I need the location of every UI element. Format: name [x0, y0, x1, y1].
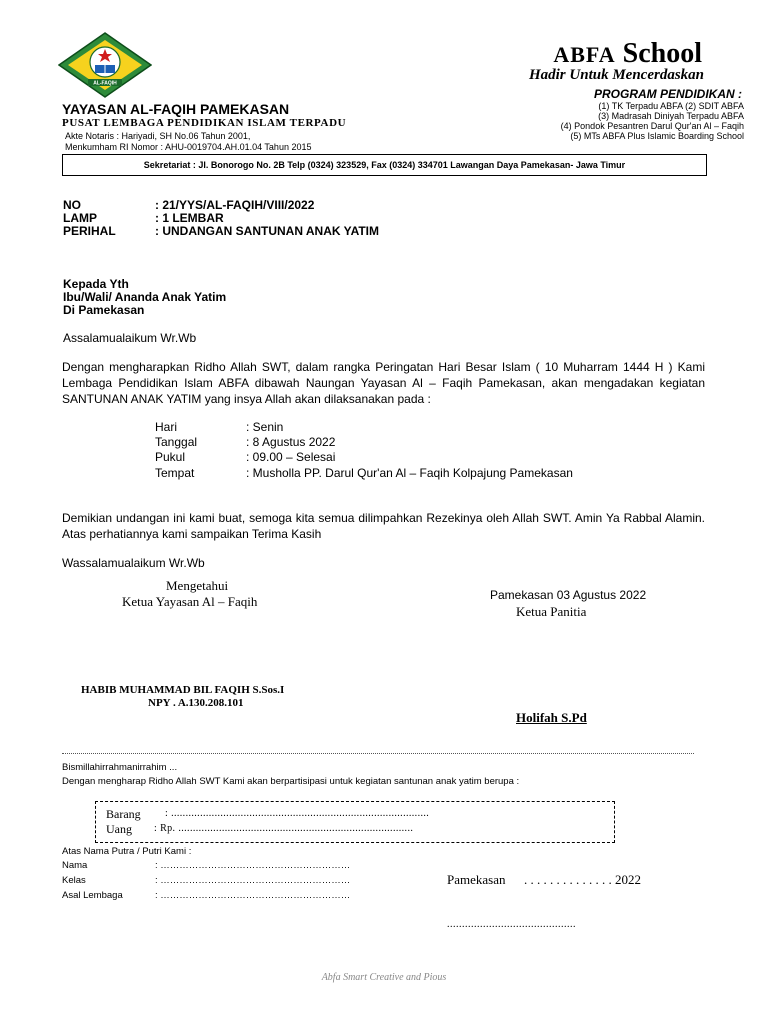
slip-date-field[interactable]: . . . . . . . . . . . . . . 2022: [524, 872, 641, 887]
notary-info: Akte Notaris : Hariyadi, SH No.06 Tahun 2001,: [65, 131, 251, 141]
atas-nama-label: Atas Nama Putra / Putri Kami :: [62, 846, 192, 857]
asal-lembaga-field[interactable]: : ……………………………………………………: [155, 890, 351, 901]
place-date: Pamekasan 03 Agustus 2022: [490, 588, 647, 602]
no-value: : 21/YYS/AL-FAQIH/VIII/2022: [155, 198, 315, 212]
lamp-label: LAMP: [63, 211, 97, 225]
secretariat-box: [62, 154, 707, 176]
nama-label: Nama: [62, 860, 88, 871]
paragraph-closing: Demikian undangan ini kami buat, semoga kita semua dilimpahkan Rezekinya oleh Allah SWT. Amin Ya Rabbal Alamin. Atas perhatiannya kami sampaikan Terima Kasih: [62, 511, 705, 541]
uang-label: Uang: [106, 822, 132, 836]
recipient-line: Ibu/Wali/ Ananda Anak Yatim: [63, 290, 227, 304]
signer-right-name: Holifah S.Pd: [516, 710, 587, 725]
asal-lembaga-label: Asal Lembaga: [62, 890, 123, 901]
org-subtitle: PUSAT LEMBAGA PENDIDIKAN ISLAM TERPADU: [62, 117, 347, 129]
closing-greeting: Wassalamualaikum Wr.Wb: [62, 556, 205, 570]
org-name: YAYASAN AL-FAQIH PAMEKASAN: [62, 101, 290, 117]
event-value: : 8 Agustus 2022: [246, 435, 336, 449]
kelas-field[interactable]: : ……………………………………………………: [155, 875, 351, 886]
signer-left-name: HABIB MUHAMMAD BIL FAQIH S.Sos.I: [81, 684, 285, 696]
uang-field[interactable]: : Rp. .................................................................................: [154, 823, 414, 834]
logo-text: AL-FAQIH: [93, 80, 117, 87]
perihal-value: : UNDANGAN SANTUNAN ANAK YATIM: [155, 224, 379, 238]
event-label: Tanggal: [155, 435, 198, 449]
event-value: : 09.00 – Selesai: [246, 450, 336, 464]
program-item: (4) Pondok Pesantren Darul Qur'an Al – Faqih: [560, 121, 744, 131]
program-item: (5) MTs ABFA Plus Islamic Boarding School: [570, 131, 744, 141]
paragraph-intro: Dengan mengharapkan Ridho Allah SWT, dalam rangka Peringatan Hari Besar Islam ( 10 Muharram 1444 H ) Kami Lembaga Pendidikan Islam ABFA dibawah Naungan Yayasan Al – Faqih Pamekasan, akan mengadakan kegiatan SANTUNAN ANAK YATIM yang insya Allah akan dilaksanakan pada :: [62, 360, 705, 406]
no-label: NO: [63, 198, 81, 212]
event-value: : Musholla PP. Darul Qur'an Al – Faqih Kolpajung Pamekasan: [246, 466, 573, 480]
lamp-value: : 1 LEMBAR: [155, 211, 224, 225]
brand-abfa: ABFA: [553, 42, 616, 67]
slip-place-label: Pamekasan: [447, 872, 506, 887]
tagline: Hadir Untuk Mencerdaskan: [528, 67, 704, 83]
event-label: Tempat: [155, 466, 195, 480]
footer-motto: Abfa Smart Creative and Pious: [321, 972, 447, 983]
brand-logo: [553, 38, 702, 70]
recipient-line: Di Pamekasan: [63, 303, 145, 317]
secretariat-address: Sekretariat : Jl. Bonorogo No. 2B Telp (0324) 323529, Fax (0324) 334701 Lawangan Daya Pamekasan- Jawa Timur: [143, 160, 626, 170]
ketua-panitia-label: Ketua Panitia: [516, 604, 587, 619]
bismillah: Bismillahirrahmanirrahim ...: [62, 762, 178, 773]
program-item: (3) Madrasah Diniyah Terpadu ABFA: [598, 111, 744, 121]
cut-line: [62, 753, 694, 754]
barang-label: Barang: [106, 807, 141, 821]
mengetahui-label: Mengetahui: [166, 578, 229, 593]
program-item: (1) TK Terpadu ABFA (2) SDIT ABFA: [598, 101, 744, 111]
greeting: Assalamualaikum Wr.Wb: [63, 331, 197, 345]
nama-field[interactable]: : ……………………………………………………: [155, 860, 351, 871]
ministry-info: Menkumham RI Nomor : AHU-0019704.AH.01.04 Tahun 2015: [65, 142, 312, 152]
perihal-label: PERIHAL: [63, 224, 116, 238]
slip-signature-line[interactable]: ...........................................: [447, 919, 576, 930]
signer-left-npy: NPY . A.130.208.101: [148, 697, 244, 709]
event-label: Hari: [155, 420, 178, 434]
event-value: : Senin: [246, 420, 284, 434]
yayasan-logo: [58, 32, 152, 98]
recipient-line: Kepada Yth: [63, 277, 129, 291]
barang-field[interactable]: : .........................................................................................: [165, 808, 430, 819]
brand-school: School: [622, 38, 702, 69]
kelas-label: Kelas: [62, 875, 86, 886]
ketua-yayasan-label: Ketua Yayasan Al – Faqih: [122, 594, 258, 609]
slip-intro: Dengan mengharap Ridho Allah SWT Kami akan berpartisipasi untuk kegiatan santunan anak yatim berupa :: [62, 776, 520, 787]
program-title: PROGRAM PENDIDIKAN :: [593, 87, 742, 101]
event-label: Pukul: [155, 450, 186, 464]
